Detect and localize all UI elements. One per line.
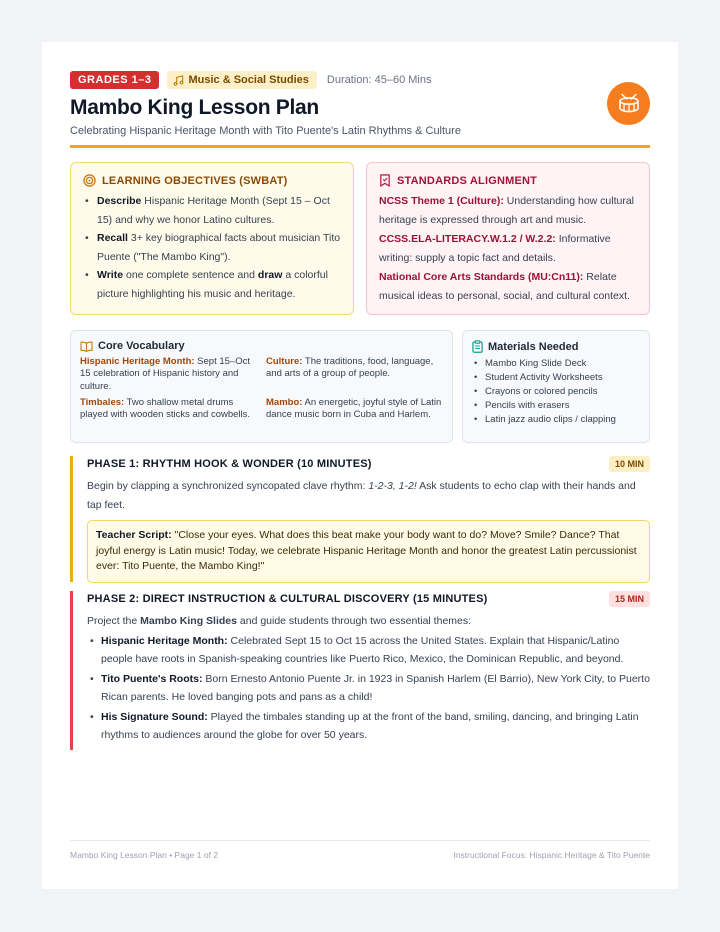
phase-1-title: PHASE 1: RHYTHM HOOK & WONDER (10 MINUTES) xyxy=(87,458,372,470)
materials-list xyxy=(472,357,640,427)
vocab-term: Culture: xyxy=(266,356,303,367)
objectives-heading-label: LEARNING OBJECTIVES (SWBAT) xyxy=(102,174,288,187)
vocab-definition: Two shallow metal drums played with wooden sticks and cowbells. xyxy=(80,396,251,421)
themes-list xyxy=(87,632,650,745)
vocab-materials-row xyxy=(70,330,650,443)
materials-heading xyxy=(472,340,640,353)
standard-text: Informative writing: supply a topic fact and details. xyxy=(379,233,611,264)
vocab-term: Timbales: xyxy=(80,396,125,408)
teacher-script-text: "Close your eyes. What does this beat make your body want to do? Move? Smile? Dance? That joyful energy is Latin music! Today, we celebrate Hispanic Heritage Month and honor the greatest Latin percussionist ever: Tito Puente, the Mambo King!" xyxy=(96,529,637,572)
materials-heading-label: Materials Needed xyxy=(488,340,579,353)
material-item: • Mambo King Slide Deck xyxy=(472,357,640,371)
theme-item xyxy=(87,670,650,707)
standards-alignment-box xyxy=(366,162,650,315)
phase-2-section xyxy=(70,591,650,750)
standard-item xyxy=(379,268,639,305)
standard-text: Relate musical ideas to personal, social, and cultural context. xyxy=(379,271,630,302)
objective-text: a colorful picture highlighting his music and heritage. xyxy=(97,269,328,300)
duration-label: Duration: 45–60 Mins xyxy=(326,74,432,86)
phase-1-duration-badge: 10 MIN xyxy=(609,456,650,472)
vocab-item xyxy=(266,356,452,393)
phase-1-intro-b: Ask students to echo clap with their hands and tap feet. xyxy=(87,480,636,511)
vocabulary-heading xyxy=(80,340,443,352)
material-item: • Pencils with erasers xyxy=(472,399,640,413)
drum-logo xyxy=(607,82,650,125)
objective-verb: draw xyxy=(257,269,283,281)
objective-verb: Recall xyxy=(97,232,128,244)
tag-row xyxy=(70,70,650,90)
theme-label: Hispanic Heritage Month: xyxy=(101,634,228,647)
header-divider xyxy=(70,145,650,148)
phase-2-intro xyxy=(87,612,650,631)
standard-code: National Core Arts Standards (MU:Cn11): xyxy=(379,271,584,283)
theme-label: Tito Puente's Roots: xyxy=(101,672,203,685)
standard-code: CCSS.ELA-LITERACY.W.1.2 / W.2.2: xyxy=(379,233,556,245)
lesson-plan-page xyxy=(42,42,678,889)
material-item: • Student Activity Worksheets xyxy=(472,371,640,385)
subject-badge xyxy=(167,71,316,89)
clipboard-icon xyxy=(472,340,483,353)
phase-1-intro-a: Begin by clapping a synchronized syncopated clave rhythm: xyxy=(87,480,369,492)
theme-label: His Signature Sound: xyxy=(101,710,208,723)
phase-2-duration-badge: 15 MIN xyxy=(609,591,650,607)
objective-text: Hispanic Heritage Month (Sept 15 – Oct 15) and why we honor Latino cultures. xyxy=(97,195,330,226)
theme-text: Celebrated Sept 15 to Oct 15 across the United States. Explain that Hispanic/Latino people have roots in Spanish-speaking countries like Puerto Rico, Mexico, the Dominican Republic, and beyond. xyxy=(101,634,624,665)
objective-item xyxy=(83,266,343,303)
drum-icon xyxy=(617,93,641,115)
slides-name: Mambo King Slides xyxy=(140,615,237,627)
core-vocabulary-card xyxy=(70,330,453,443)
objective-item xyxy=(83,229,343,266)
theme-item xyxy=(87,632,650,669)
vocab-definition: Sept 15–Oct 15 celebration of Hispanic history and culture. xyxy=(80,356,250,392)
subject-label: Music & Social Studies xyxy=(188,74,309,86)
phase-1-section xyxy=(70,456,650,582)
page-footer xyxy=(70,840,650,860)
teacher-script-box xyxy=(87,520,650,583)
phase-2-intro-a: Project the xyxy=(87,615,141,627)
phase-2-header xyxy=(87,591,650,607)
clave-rhythm: 1-2-3, 1-2! xyxy=(368,480,417,492)
vocabulary-heading-label: Core Vocabulary xyxy=(98,340,185,352)
material-item: • Crayons or colored pencils xyxy=(472,385,640,399)
vocab-definition: The traditions, food, language, and arts of a group of people. xyxy=(266,356,434,380)
page-title: Mambo King Lesson Plan xyxy=(70,96,319,119)
page-subtitle: Celebrating Hispanic Heritage Month with Tito Puente's Latin Rhythms & Culture xyxy=(70,125,461,137)
bookmark-check-icon xyxy=(379,174,391,187)
teacher-script-label: Teacher Script: xyxy=(96,529,172,541)
footer-left: Mambo King Lesson Plan • Page 1 of 2 xyxy=(70,850,219,860)
vocab-term: Mambo: xyxy=(266,396,303,408)
open-book-icon xyxy=(80,341,93,352)
standard-text: Understanding how cultural heritage is expressed through art and music. xyxy=(379,195,635,226)
page-content xyxy=(70,70,650,741)
objectives-list xyxy=(83,192,343,303)
learning-objectives-box xyxy=(70,162,354,315)
phase-2-title: PHASE 2: DIRECT INSTRUCTION & CULTURAL DISCOVERY (15 MINUTES) xyxy=(87,593,488,605)
objective-item xyxy=(83,192,343,229)
vocab-term: Hispanic Heritage Month: xyxy=(80,356,195,367)
vocab-item xyxy=(80,397,266,422)
footer-right: Instructional Focus: Hispanic Heritage & Tito Puente xyxy=(453,850,650,860)
objectives-heading xyxy=(83,174,343,187)
standards-heading-label: STANDARDS ALIGNMENT xyxy=(397,174,538,187)
objectives-standards-row xyxy=(70,162,650,315)
vocab-item xyxy=(80,356,266,393)
vocabulary-grid xyxy=(80,356,443,421)
vocab-definition: An energetic, joyful style of Latin dance music born in Cuba and Harlem. xyxy=(266,396,442,421)
theme-text: Born Ernesto Antonio Puente Jr. in 1923 in Spanish Harlem (El Barrio), New York City, to Puerto Rican parents. He loved banging pots and pans as a child! xyxy=(101,672,650,703)
standards-heading xyxy=(379,174,639,187)
phase-1-header xyxy=(87,456,650,472)
phase-2-intro-b: and guide students through two essential themes: xyxy=(236,615,472,627)
phase-1-intro xyxy=(87,477,650,514)
material-item: • Latin jazz audio clips / clapping xyxy=(472,413,640,427)
vocab-item xyxy=(266,397,452,422)
objective-verb: Describe xyxy=(97,195,142,207)
objective-text: one complete sentence and xyxy=(123,269,258,281)
standard-code: NCSS Theme 1 (Culture): xyxy=(379,195,504,207)
target-icon xyxy=(83,174,96,187)
objective-verb: Write xyxy=(97,269,124,281)
theme-text: Played the timbales standing up at the front of the band, smiling, dancing, and bringing Latin rhythms to audiences around the globe for over 50 years. xyxy=(101,710,639,741)
objective-text: 3+ key biographical facts about musician Tito Puente ("The Mambo King"). xyxy=(97,232,341,263)
standard-item xyxy=(379,192,639,229)
materials-needed-card xyxy=(462,330,650,443)
grade-badge: GRADES 1–3 xyxy=(70,71,159,89)
standard-item xyxy=(379,230,639,267)
music-note-icon xyxy=(173,75,184,86)
theme-item xyxy=(87,708,650,745)
